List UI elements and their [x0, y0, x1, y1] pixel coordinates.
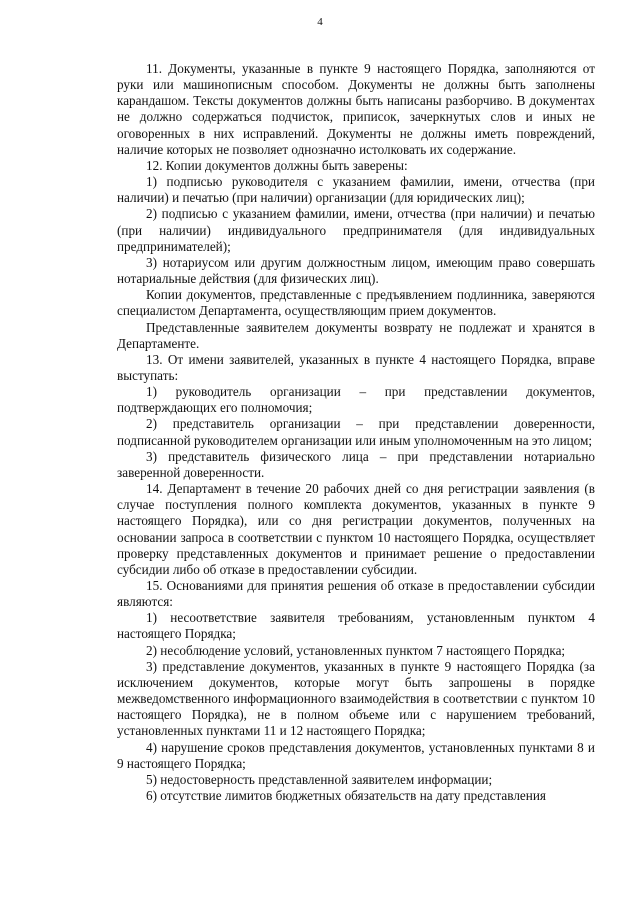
- paragraph-copies: Копии документов, представленные с предъявлением подлинника, заверяются специалистом Департамента, осуществляющим прием документов.: [117, 287, 595, 319]
- paragraph-15-item-6: 6) отсутствие лимитов бюджетных обязательств на дату представления: [146, 788, 546, 804]
- paragraph-15-item-2: 2) несоблюдение условий, установленных пунктом 7 настоящего Порядка;: [146, 642, 566, 658]
- paragraph-13-item-3: 3) представитель физического лица – при представлении нотариально заверенной доверенности.: [117, 448, 595, 480]
- paragraph-12: 12. Копии документов должны быть заверены:: [146, 157, 408, 173]
- paragraph-15-item-4: 4) нарушение сроков представления документов, установленных пунктами 8 и 9 настоящего Порядка;: [117, 739, 595, 771]
- paragraph-13: 13. От имени заявителей, указанных в пункте 4 настоящего Порядка, вправе выступать:: [117, 351, 595, 383]
- paragraph-no-return: Представленные заявителем документы возврату не подлежат и хранятся в Департаменте.: [117, 319, 595, 351]
- paragraph-15-item-1: 1) несоответствие заявителя требованиям, установленным пунктом 4 настоящего Порядка;: [117, 610, 595, 642]
- paragraph-15: 15. Основаниями для принятия решения об отказе в предоставлении субсидии являются:: [117, 578, 595, 610]
- paragraph-12-item-1: 1) подписью руководителя с указанием фамилии, имени, отчества (при наличии) и печатью (при наличии) организации (для юридических лиц);: [117, 174, 595, 206]
- paragraph-11: 11. Документы, указанные в пункте 9 настоящего Порядка, заполняются от руки или машинописным способом. Документы не должны быть заполнены карандашом. Тексты документов должны быть написаны разборчиво. В документах не должно содержаться подчисток, приписок, зачеркнутых слов и иных не оговоренных в них исправлений. Документы не должны иметь повреждений, наличие которых не позволяет однозначно истолковать их содержание.: [117, 61, 595, 157]
- paragraph-12-item-2: 2) подписью с указанием фамилии, имени, отчества (при наличии) и печатью (при наличии) индивидуального предпринимателя (для индивидуальных предпринимателей);: [117, 206, 595, 254]
- paragraph-15-item-3: 3) представление документов, указанных в пункте 9 настоящего Порядка (за исключением документов, которые могут быть запрошены в порядке межведомственного информационного взаимодействия в соответствии с пунктом 10 настоящего Порядка), не в полном объеме или с нарушением требований, установленных пунктами 11 и 12 настоящего Порядка;: [117, 658, 595, 739]
- document-body: [117, 61, 595, 804]
- paragraph-13-item-2: 2) представитель организации – при представлении доверенности, подписанной руководителем организации или иным уполномоченным на это лицом;: [117, 416, 595, 448]
- paragraph-15-item-5: 5) недостоверность представленной заявителем информации;: [146, 771, 493, 787]
- paragraph-13-item-1: 1) руководитель организации – при представлении документов, подтверждающих его полномочия;: [117, 384, 595, 416]
- paragraph-12-item-3: 3) нотариусом или другим должностным лицом, имеющим право совершать нотариальные действия (для физических лиц).: [117, 254, 595, 287]
- paragraph-14: 14. Департамент в течение 20 рабочих дней со дня регистрации заявления (в случае поступления полного комплекта документов, указанных в пункте 9 настоящего Порядка), или со дня регистрации документов, полученных на основании запроса в соответствии с пунктом 10 настоящего Порядка, осуществляет проверку представленных документов и принимает решение о предоставлении субсидии либо об отказе в предоставлении субсидии.: [117, 481, 595, 577]
- page-number: 4: [317, 16, 323, 28]
